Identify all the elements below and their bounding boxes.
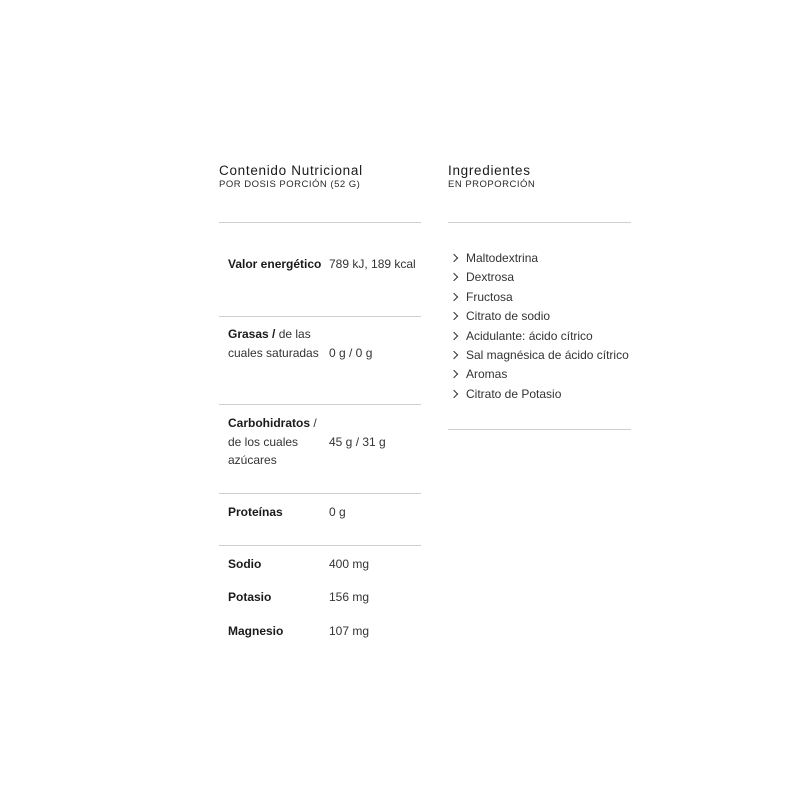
nutrient-label: Magnesio — [228, 624, 284, 638]
divider — [219, 493, 421, 494]
nutrient-value: 156 mg — [329, 590, 370, 604]
nutrition-subtitle: POR DOSIS PORCIÓN (52 G) — [219, 179, 361, 190]
chevron-right-icon — [450, 273, 458, 281]
chevron-right-icon — [450, 254, 458, 262]
ingredients-title: Ingredientes — [448, 163, 531, 178]
nutrient-value: 0 g — [329, 505, 346, 519]
chevron-right-icon — [450, 390, 458, 398]
ingredients-list — [448, 249, 629, 404]
divider — [219, 404, 421, 405]
list-item: Dextrosa — [448, 268, 629, 287]
list-item: Fructosa — [448, 288, 629, 307]
divider — [219, 545, 421, 546]
nutrient-label: Grasas / de las cuales saturadas — [228, 327, 319, 360]
ingredients-panel — [448, 163, 631, 401]
chevron-right-icon — [450, 312, 458, 320]
nutrition-title: Contenido Nutricional — [219, 163, 363, 178]
nutrient-label: Carbohidratos / de los cuales azúcares — [228, 416, 317, 467]
nutrient-value: 45 g / 31 g — [329, 434, 386, 449]
nutrition-panel — [219, 163, 421, 638]
chevron-right-icon — [450, 331, 458, 339]
nutrient-label: Proteínas — [228, 505, 283, 519]
nutrient-value: 400 mg — [329, 557, 370, 571]
nutrient-label: Sodio — [228, 557, 262, 571]
list-item: Aromas — [448, 365, 629, 384]
list-item: Maltodextrina — [448, 249, 629, 268]
divider — [219, 316, 421, 317]
ingredients-subtitle: EN PROPORCIÓN — [448, 179, 536, 190]
nutrient-label: Potasio — [228, 590, 272, 604]
nutrient-value: 107 mg — [329, 624, 370, 638]
list-item: Acidulante: ácido cítrico — [448, 327, 629, 346]
list-item: Citrato de sodio — [448, 307, 629, 326]
divider — [448, 429, 631, 430]
divider — [448, 222, 631, 223]
chevron-right-icon — [450, 351, 458, 359]
chevron-right-icon — [450, 370, 458, 378]
list-item: Sal magnésica de ácido cítrico — [448, 346, 629, 365]
nutrient-value: 0 g / 0 g — [329, 345, 373, 360]
divider — [219, 222, 421, 223]
nutrient-label: Valor energético — [228, 257, 322, 271]
nutrient-value: 789 kJ, 189 kcal — [329, 257, 416, 271]
chevron-right-icon — [450, 293, 458, 301]
list-item: Citrato de Potasio — [448, 385, 629, 404]
